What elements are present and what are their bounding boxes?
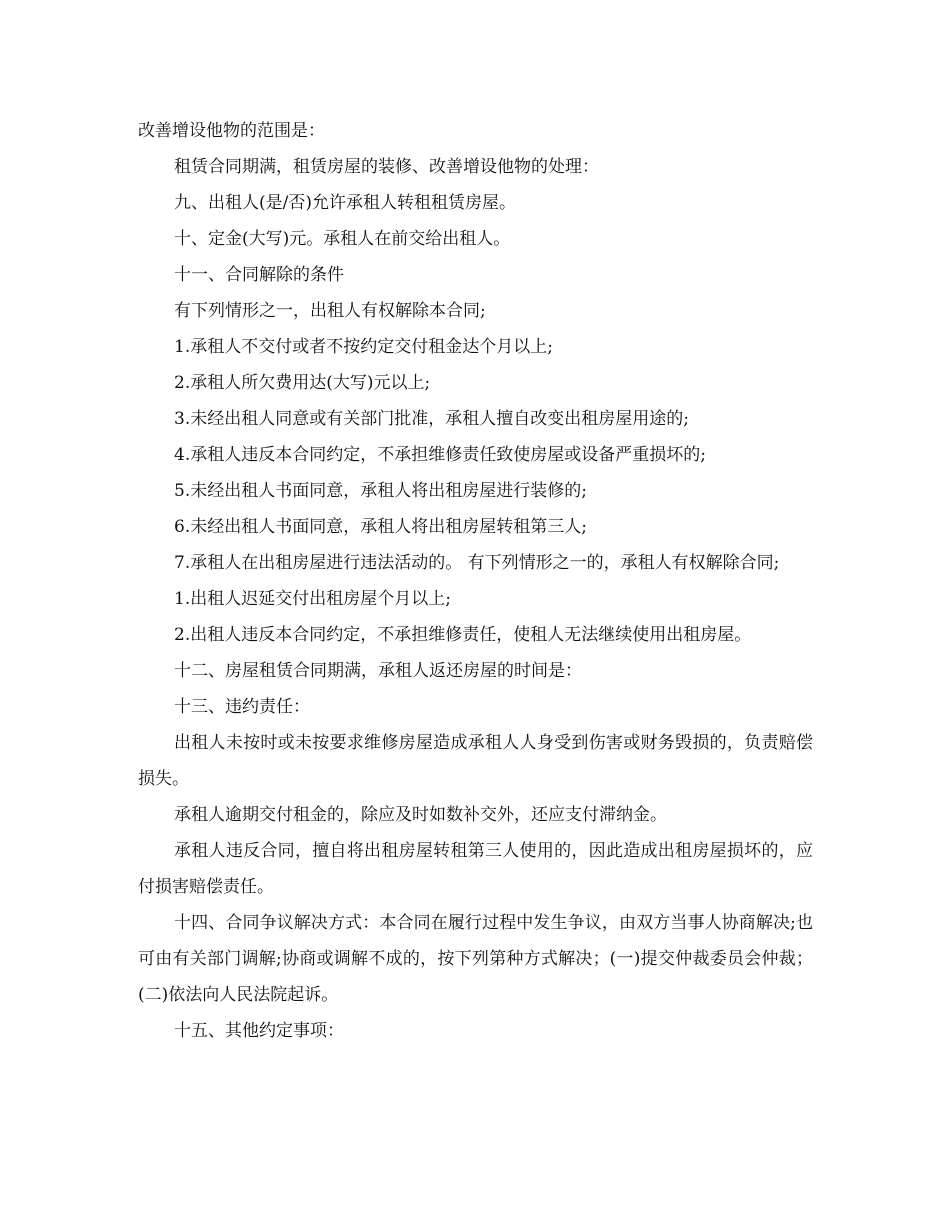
- paragraph-liability-lessor: 出租人未按时或未按要求维修房屋造成承租人人身受到伤害或财务毁损的，负责赔偿损失。: [138, 733, 813, 789]
- list-item: 6.未经出租人书面同意，承租人将出租房屋转租第三人;: [174, 517, 587, 537]
- list-item: 1.承租人不交付或者不按约定交付租金达个月以上;: [174, 337, 553, 357]
- paragraph-clause-11-heading: 十一、合同解除的条件: [174, 265, 344, 285]
- list-item: 1.出租人迟延交付出租房屋个月以上;: [174, 589, 451, 609]
- paragraph-clause-13-heading: 十三、违约责任：: [174, 697, 310, 717]
- list-item: 2.承租人所欠费用达(大写)元以上;: [174, 373, 431, 393]
- paragraph-liability-late-rent: 承租人逾期交付租金的，除应及时如数补交外，还应支付滞纳金。: [174, 805, 667, 825]
- paragraph-clause-14: 十四、合同争议解决方式：本合同在履行过程中发生争议，由双方当事人协商解决;也可由有关部门调解;协商或调解不成的，按下列第种方式解决；(一)提交仲裁委员会仲裁；(二)依法向人民法院起诉。: [138, 913, 813, 1005]
- paragraph-clause-10: 十、定金(大写)元。承租人在前交给出租人。: [174, 229, 511, 249]
- paragraph-lessor-termination-intro: 有下列情形之一，出租人有权解除本合同;: [174, 301, 486, 321]
- paragraph-clause-15: 十五、其他约定事项：: [174, 1021, 344, 1041]
- list-item: 3.未经出租人同意或有关部门批准，承租人擅自改变出租房屋用途的;: [174, 409, 689, 429]
- list-item: 2.出租人违反本合同约定，不承担维修责任，使租人无法继续使用出租房屋。: [174, 625, 752, 645]
- list-item: 4.承租人违反本合同约定，不承担维修责任致使房屋或设备严重损坏的;: [174, 445, 706, 465]
- paragraph-improvement-scope: 改善增设他物的范围是：: [138, 121, 325, 141]
- paragraph-clause-9: 九、出租人(是/否)允许承租人转租租赁房屋。: [174, 193, 516, 213]
- document-body: [138, 113, 813, 1049]
- paragraph-expiry-handling: 租赁合同期满，租赁房屋的装修、改善增设他物的处理：: [174, 157, 599, 177]
- paragraph-liability-sublease: 承租人违反合同，擅自将出租房屋转租第三人使用的，因此造成出租房屋损坏的，应付损害赔偿责任。: [138, 841, 813, 897]
- list-item: 7.承租人在出租房屋进行违法活动的。 有下列情形之一的，承租人有权解除合同;: [174, 553, 780, 573]
- list-item: 5.未经出租人书面同意，承租人将出租房屋进行装修的;: [174, 481, 587, 501]
- paragraph-clause-12: 十二、房屋租赁合同期满，承租人返还房屋的时间是：: [174, 661, 582, 681]
